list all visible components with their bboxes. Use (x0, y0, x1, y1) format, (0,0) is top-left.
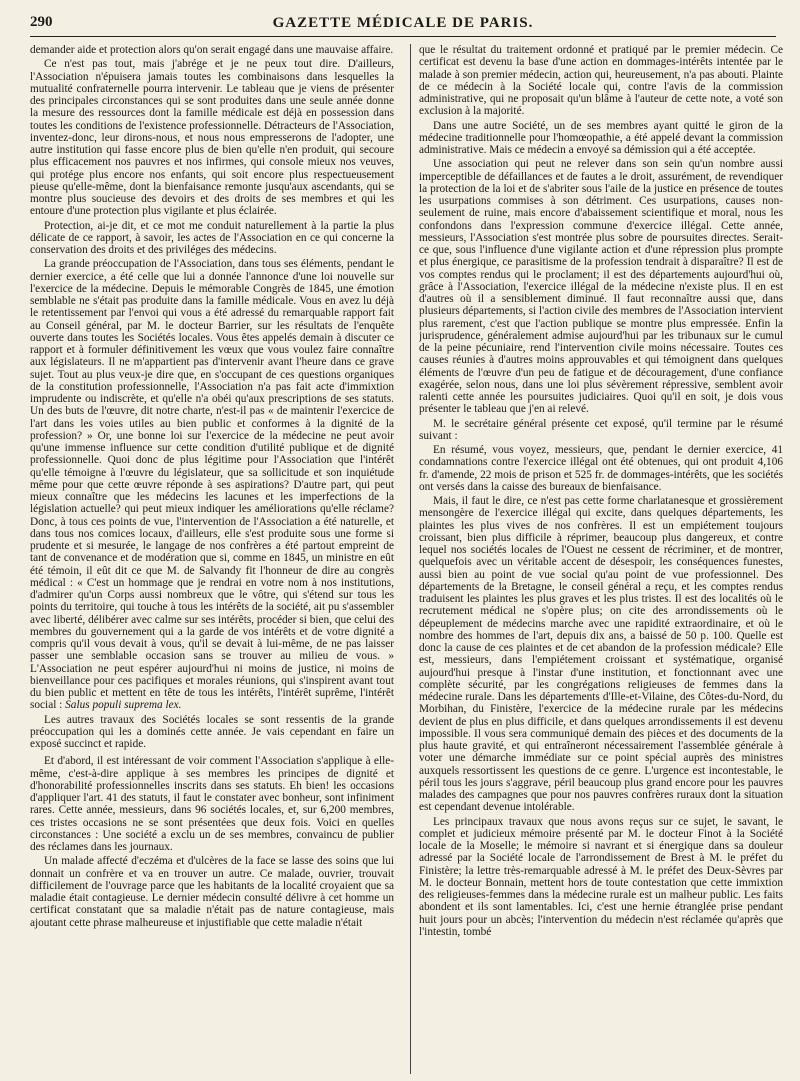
paragraph: Dans une autre Société, un de ses membres ayant quitté le giron de la médecine traditionnelle pour l'homœopathie, a été appelé devant la commission administrative. Mais ce médecin a envoyé sa démission qui a été acceptée. (419, 119, 783, 156)
paragraph: Et d'abord, il est intéressant de voir comment l'Association s'applique à elle-même, c'est-à-dire applique à ses membres les principes de dignité et d'honorabilité professionnelles inscrits dans ses statuts. Eh bien! les occasions d'appliquer l'art. 41 des statuts, il faut le constater avec bonheur, sont infiniment rares. Cette année, messieurs, dans 96 sociétés locales, et, sur 6,200 membres, ces tristes occasions ne se sont présentées que deux fois. Voici en quelles circonstances : Une société a exclu un de ses membres, convaincu de publier des réclames dans les journaux. (30, 755, 394, 853)
paragraph: demander aide et protection alors qu'on serait engagé dans une mauvaise affaire. (30, 44, 394, 56)
paragraph: M. le secrétaire général présente cet exposé, qu'il termine par le résumé suivant : (419, 417, 783, 442)
paragraph: En résumé, vous voyez, messieurs, que, pendant le dernier exercice, 41 condamnations contre l'exercice illégal ont été obtenues, qui ont produit 4,106 fr. d'amende, 22 mois de prison et 525 fr. de dommages-intérêts, que les sociétés ont versés dans la caisse des bureaux de bienfaisance. (419, 444, 783, 493)
page-header (30, 14, 776, 38)
right-column (419, 44, 783, 1074)
latin-maxim: Salus populi suprema lex. (65, 699, 182, 712)
header-rule (30, 36, 776, 37)
paragraph: Protection, ai-je dit, et ce mot me conduit naturellement à la partie la plus délicate de ce rapport, à savoir, les actes de l'Association en ce qui concerne la conservation des droits et des priviléges des médecins. (30, 219, 394, 256)
left-column (30, 44, 394, 1074)
paragraph: Les autres travaux des Sociétés locales se sont ressentis de la grande préoccupation qui les a dominés cette année. Je vais cependant en faire un exposé succinct et rapide. (30, 713, 394, 750)
paragraph (30, 258, 394, 711)
running-title: GAZETTE MÉDICALE DE PARIS. (272, 15, 534, 31)
paragraph-text: La grande préoccupation de l'Association, dans tous ses éléments, pendant le dernier exercice, a été celle que lui a donnée l'annonce d'une loi nouvelle sur l'exercice de la médecine. Depuis le mémorable Congrès de 1845, une émotion semblable ne s'était pas produite dans la famille médicale. Vous en avez lu déjà le retentissement par l'envoi qui vous a été adressé du remarquable rapport fait au Conseil général, par M. le docteur Barrier, sur les résultats de l'enquête ouverte dans toutes les Sociétés locales. Vous êtes appelés demain à discuter ce rapport et à formuler définitivement les vœux que vous voulez faire connaître aux législateurs. Il ne m'appartient pas d'intervenir avant l'heure dans ce grave sujet. Tout au plus veux-je dire que, en s'occupant de ces questions organiques de la constitution professionnelle, l'Association n'a pas fait acte d'immixtion imprudente ou indiscrète, et qu'elle n'a obéi qu'aux prescriptions de ses statuts. Un des buts de l'œuvre, dit notre charte, n'est-il pas « de maintenir l'exercice de l'art dans les voies utiles au bien public et conformes à la dignité de la profession? » Or, une bonne loi sur l'exercice de la médecine ne peut avoir qu'une immense influence sur cette condition d'utilité publique et de dignité professionnelle. Quoi donc de plus légitime pour l'Association que l'intérêt qu'elle témoigne à l'œuvre du législateur, que sa sollicitude et son inquiétude même pour que cette œuvre réponde à ses aspirations? D'autre part, qui peut mieux connaître que les médecins les lacunes et les imperfections de la législation actuelle? qui peut mieux indiquer les améliorations qu'elle réclame? Donc, à tous ces points de vue, l'intervention de l'Association a été naturelle, et dans tous nos comices locaux, d'ailleurs, elle s'est produite sous une forme si prudente et si mesurée, le langage de nos confrères a été partout empreint de tant de convenance et de modération que si, comme en 1845, un ministre en eût été témoin, il eût dit ce que M. de Salvandy fit l'honneur de dire au congrès médical : « C'est un hommage que je rendrai en votre nom à nos institutions, d'admirer qu'un Corps aussi nombreux que le vôtre, qui s'étend sur tous les points du territoire, qui touche à tous les intérêts de la société, ait pu s'assembler avec liberté, délibérer avec calme sur ses intérêts, procéder si bien, que celui des membres du gouvernement qui a la garde de vos intérêts et de votre dignité a compris qu'il vous devait à vous, qu'il se devait à lui-même, de ne pas laisser passer une semblable occasion sans se trouver au milieu de vous. » L'Association ne peut espérer aujourd'hui ni moins de justice, ni moins de bienveillance pour ces pacifiques et morales réunions, qui s'inspirent avant tout du bien public et mettent en tête de tous les intérêts, l'intérêt suprême, l'intérêt social : (30, 258, 394, 712)
paragraph: Une association qui peut ne relever dans son sein qu'un nombre aussi imperceptible de défaillances et de fautes a le droit, assurément, de revendiquer la protection de la loi et de s'abriter sous l'aile de la justice en présence de toutes les usurpations commises à son détriment. Ces usurpations, causes non-seulement de ruine, mais encore d'abaissement scientifique et moral, nous les confondons dans l'expression commune d'exercice illégal. Cette année, messieurs, l'Association s'est montrée plus sobre de poursuites directes. Serait-ce que, sous l'influence d'une vigilante action et d'une répression plus prompte et plus énergique, ce parasitisme de la profession tendrait à disparaître? Il est de vos comptes rendus qui le proclament; il est des départements aujourd'hui où, grâce à l'Association, l'exercice illégal de la médecine n'existe plus. Il en est d'autres où il a sensiblement diminué. Il faut reconnaître aussi que, dans plusieurs départements, si l'action civile des membres de l'Association intervient plus rarement, c'est que l'action publique se montre plus empressée. Enfin la jurisprudence, généralement admise aujourd'hui par les tribunaux sur le cumul de la peine pécuniaire, rend l'intervention civile moins nécessaire. Toutes ces causes réunies à d'autres moins approuvables et qui témoignent dans quelques éléments de l'œuvre d'un peu de fatigue et de découragement, d'une confiance exagérée, selon nous, dans une loi plus sévèrement répressive, semblent avoir ralenti cette année les poursuites judiciaires. Quoi qu'il en soit, je dois vous présenter le tableau que j'en ai relevé. (419, 158, 783, 416)
column-divider (410, 44, 411, 1074)
paragraph: que le résultat du traitement ordonné et pratiqué par le premier médecin. Ce certificat est devenu la base d'une action en dommages-intérêts intentée par le malade à son premier médecin, action qui, heureusement, n'a pas abouti. Plainte de ce médecin à la Société locale qui, contre l'avis de la commission administrative, qui ne proposait qu'un blâme à l'auteur de cette note, a voté son exclusion à la majorité. (419, 44, 783, 118)
paragraph: Les principaux travaux que nous avons reçus sur ce sujet, le savant, le complet et judicieux mémoire présenté par M. le docteur Finot à la Société locale de la Moselle; le mémoire si navrant et si énergique dans sa douleur adressé par la Société locale de l'arrondissement de Brest à M. le préfet du Finistère; la lettre très-remarquable adressé à M. le préfet des Deux-Sèvres par M. le docteur Bonnain, mettent hors de toute contestation que cette immixtion des religieuses-femmes dans la médecine rurale est un malheur public. Les faits abondent et ils sont lamentables. Ici, c'est une hernie étranglée prise pendant huit jours pour un abcès; l'intervention du médecin n'est réclamée qu'après que l'intestin, tombé (419, 815, 783, 938)
paragraph: Mais, il faut le dire, ce n'est pas cette forme charlatanesque et grossièrement mensongère de l'exercice illégal qui excite, dans quelques départements, les plaintes les plus vives de nos confrères. Il est un empiétement toujours croissant, bien plus difficile à réprimer, beaucoup plus dangereux, et contre lequel nos sociétés locales de l'Ouest ne cessent de récriminer, et de montrer, quelquefois avec un véritable accent de désespoir, les conséquences funestes, aussi bien au point de vue social qu'au point de vue professionnel. Des départements de la Bretagne, le conseil général a reçu, et les comptes rendus traduisent les plaintes les plus graves et les plus tristes. Il est des localités où le recrutement médical ne s'opère plus; on cite des arrondissements où le dépeuplement de médecins marche avec une rapidité extraordinaire, et où le nombre des hommes de l'art, depuis dix ans, a baissé de 50 p. 100. Quelle est donc la cause de ces plaintes et de cet abandon de la profession médicale? Elle est, messieurs, dans l'empiétement croissant et systématique, organisé aujourd'hui presque à l'instar d'une institution, et fonctionnant avec une complète sécurité, par les congrégations religieuses de femmes dans la médecine rurale. Dans les départements d'Ille-et-Vilaine, des Côtes-du-Nord, du Morbihan, du Finistère, l'exercice de la médecine rurale par les médecins devient de plus en plus difficile, et dans quelques arrondissements il est devenu impossible. Il vous sera communiqué demain des pièces et des documents de la plus haute gravité, et qui entraîneront nécessairement l'assemblée générale à voter une démarche immédiate sur ce point spécial auprès des ministres auxquels ressortissent les questions de ce genre. L'urgence est incontestable, le péril tous les jours s'aggrave, péril beaucoup plus grand encore pour les pauvres malades des campagnes que pour nos pauvres confrères ruraux dont la situation est cependant devenue intolérable. (419, 495, 783, 814)
paragraph: Un malade affecté d'eczéma et d'ulcères de la face se lasse des soins que lui donnait un confrère et va en trouver un autre. Ce malade, ouvrier, trouvait difficilement de l'ouvrage parce que les habitants de la localité croyaient que sa maladie était contagieuse. Le dernier médecin consulté délivre à cet homme un certificat constatant que sa maladie n'était pas de nature contagieuse, mais ajoutant cette phrase malheureuse et injustifiable que cette maladie n'était (30, 855, 394, 929)
page-number: 290 (30, 14, 53, 30)
paragraph: Ce n'est pas tout, mais j'abrége et je ne peux tout dire. D'ailleurs, l'Association n'épuisera jamais toutes les combinaisons dans lesquelles la mutualité confraternelle pourra intervenir. Le tableau que je viens de présenter des principales circonstances qui se sont produites dans une seule année donne la mesure des ressources dont la famille médicale est déjà en possession dans toutes les conditions de l'existence professionnelle. Détracteurs de l'Association, inventez-donc, leur dirons-nous, et nous nous empresserons de l'adopter, une autre institution qui fasse encore plus de bien qu'elle n'en produit, qui secoure plus efficacement nos pauvres et nos infirmes, qui console mieux nos veuves, qui protége plus encore nos enfants, qui soit encore plus respectueusement pieuse qu'elle-même, dont la bienfaisance remonte jusqu'aux ascendants, qui se montre plus soucieuse des devoirs et des droits de ses membres et qui les entoure d'une protection plus vigilante et plus éclairée. (30, 58, 394, 218)
